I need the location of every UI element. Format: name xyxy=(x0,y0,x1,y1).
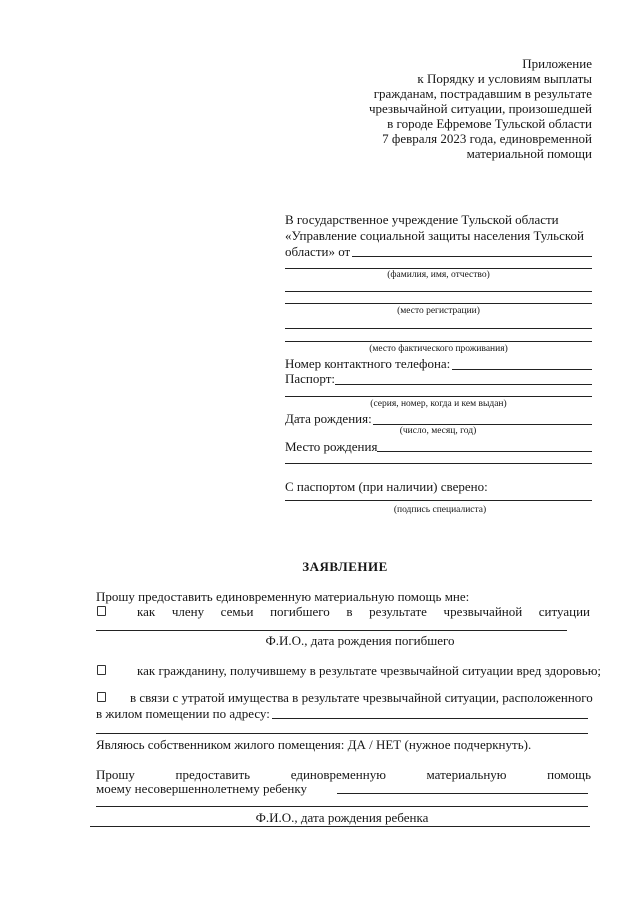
address-line-1[interactable] xyxy=(272,718,588,719)
option1-word: результате xyxy=(369,604,427,619)
appendix-block xyxy=(300,56,592,161)
appendix-line: 7 февраля 2023 года, единовременной xyxy=(382,131,592,146)
passport-hint: (серия, номер, когда и кем выдан) xyxy=(370,399,507,409)
deceased-line[interactable] xyxy=(96,630,567,631)
birthplace-label: Место рождения xyxy=(285,439,378,454)
option1-word: чрезвычайной xyxy=(443,604,523,619)
appendix-line: гражданам, пострадавшим в результате xyxy=(373,86,592,101)
residence-hint: (место фактического проживания) xyxy=(369,344,508,354)
signature-line[interactable] xyxy=(285,500,592,501)
registration-line-2[interactable] xyxy=(285,303,592,304)
addressee-line-1: В государственное учреждение Тульской области xyxy=(285,212,559,227)
child-caption: Ф.И.О., дата рождения ребенка xyxy=(255,810,429,825)
option2-checkbox[interactable] xyxy=(97,665,106,675)
appendix-line: материальной помощи xyxy=(466,146,592,161)
registration-hint: (место регистрации) xyxy=(397,306,480,316)
addressee-line-2: «Управление социальной защиты населения Тульской xyxy=(285,228,584,243)
residence-line-1[interactable] xyxy=(285,328,592,329)
option1-word: члену xyxy=(171,604,205,619)
birthplace-line-2[interactable] xyxy=(285,463,592,464)
birthdate-label: Дата рождения: xyxy=(285,411,372,426)
address-line-2[interactable] xyxy=(96,733,588,734)
statement-title: ЗАЯВЛЕНИЕ xyxy=(302,559,388,574)
option1-word: как xyxy=(137,604,156,619)
fio-hint: (фамилия, имя, отчество) xyxy=(387,270,490,280)
fio-line[interactable] xyxy=(285,268,592,269)
child-caption-underline xyxy=(90,826,590,827)
child-request-line-1 xyxy=(96,767,591,782)
phone-label: Номер контактного телефона: xyxy=(285,356,451,371)
passport-line-1[interactable] xyxy=(335,384,592,385)
registration-line-1[interactable] xyxy=(285,291,592,292)
child-word: единовременную xyxy=(290,767,386,782)
option1-word: погибшего xyxy=(270,604,330,619)
child-word: предоставить xyxy=(175,767,251,782)
birthplace-line-1[interactable] xyxy=(377,451,592,452)
child-word: помощь xyxy=(547,767,591,782)
option1-checkbox[interactable] xyxy=(97,606,106,616)
passport-label: Паспорт: xyxy=(285,371,336,386)
appendix-line: Приложение xyxy=(522,56,592,71)
phone-line[interactable] xyxy=(452,369,592,370)
appendix-line: в городе Ефремове Тульской области xyxy=(387,116,592,131)
option1-word: ситуации xyxy=(538,604,590,619)
option1-text xyxy=(137,604,590,619)
child-word: Прошу xyxy=(96,767,135,782)
owner-text: Являюсь собственником жилого помещения: ДА / НЕТ (нужное подчеркнуть). xyxy=(96,737,532,752)
residence-line-2[interactable] xyxy=(285,341,592,342)
option3-text-line-1: в связи с утратой имущества в результате чрезвычайной ситуации, расположенного xyxy=(130,690,593,705)
addressee-line-3: области» от xyxy=(285,244,351,259)
deceased-caption: Ф.И.О., дата рождения погибшего xyxy=(265,633,455,648)
passport-line-2[interactable] xyxy=(285,396,592,397)
option1-word: в xyxy=(346,604,353,619)
birthdate-hint: (число, месяц, год) xyxy=(399,426,477,436)
child-line-1[interactable] xyxy=(337,793,588,794)
option1-word: семьи xyxy=(220,604,254,619)
child-request-line-2: моему несовершеннолетнему ребенку xyxy=(96,781,308,796)
signature-hint: (подпись специалиста) xyxy=(393,505,487,515)
appendix-line: к Порядку и условиям выплаты xyxy=(417,71,592,86)
applicant-line[interactable] xyxy=(352,256,592,257)
statement-intro: Прошу предоставить единовременную материальную помощь мне: xyxy=(96,589,470,604)
child-word: материальную xyxy=(426,767,507,782)
option2-text: как гражданину, получившему в результате чрезвычайной ситуации вред здоровью; xyxy=(137,663,602,678)
birthdate-line[interactable] xyxy=(373,424,592,425)
option3-text-line-2: в жилом помещении по адресу: xyxy=(96,706,270,721)
option3-checkbox[interactable] xyxy=(97,692,106,702)
child-line-2[interactable] xyxy=(96,806,588,807)
verified-label: С паспортом (при наличии) сверено: xyxy=(285,479,488,494)
appendix-line: чрезвычайной ситуации, произошедшей xyxy=(368,101,592,116)
